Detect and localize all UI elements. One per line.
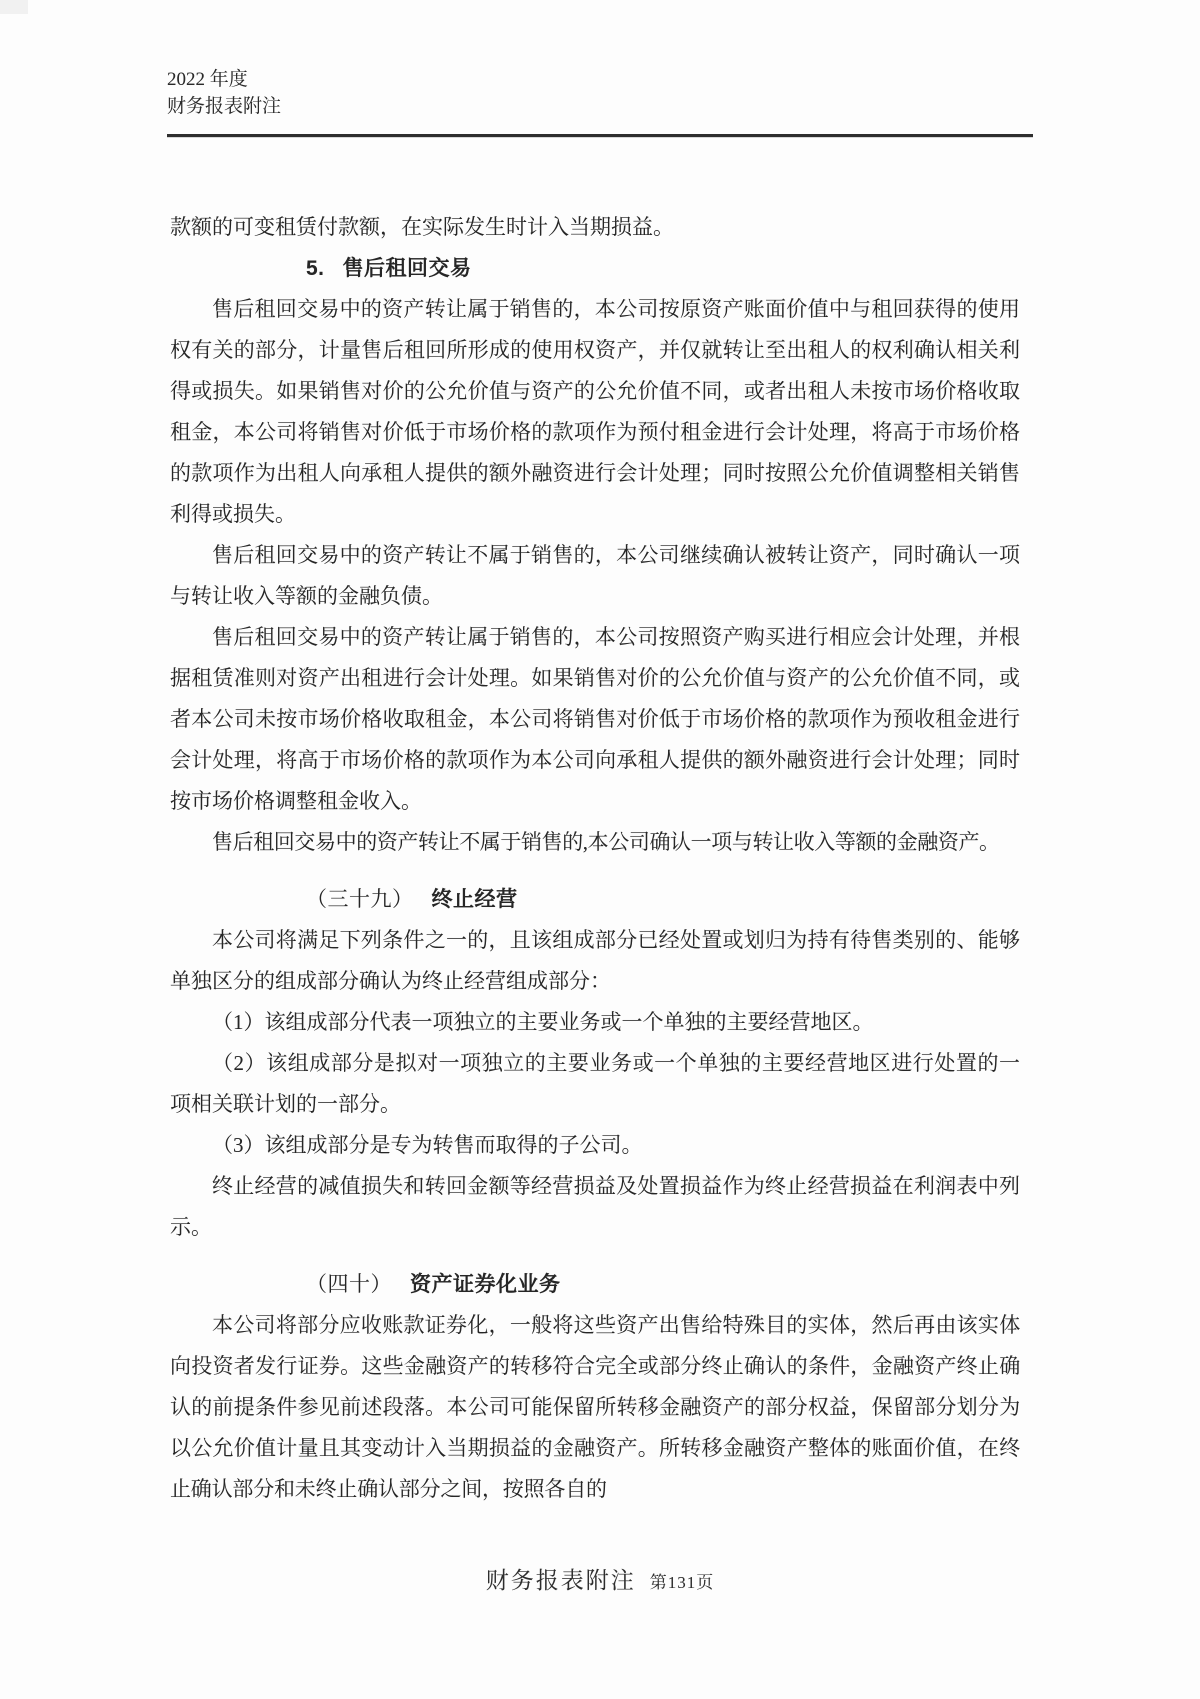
- section-39-title: 终止经营: [431, 888, 518, 911]
- paragraph-sale-leaseback-2: 售后租回交易中的资产转让不属于销售的，本公司继续确认被转让资产，同时确认一项与转让收入等额的金融负债。: [170, 543, 1020, 608]
- carryover-paragraph: 款额的可变租赁付款额，在实际发生时计入当期损益。: [170, 215, 674, 239]
- section-40-number: （四十）: [306, 1272, 392, 1296]
- header-year-line: 2022 年度: [167, 69, 248, 90]
- list-item-3: （3）该组成部分是专为转售而取得的子公司。: [212, 1133, 643, 1157]
- paragraph-discontinued-intro: 本公司将满足下列条件之一的，且该组成部分已经处置或划归为持有待售类别的、能够单独区分的组成部分确认为终止经营组成部分：: [170, 928, 1020, 993]
- scan-artifact: [0, 0, 28, 14]
- paragraph-sale-leaseback-3: 售后租回交易中的资产转让属于销售的，本公司按照资产购买进行相应会计处理，并根据租赁准则对资产出租进行会计处理。如果销售对价的公允价值与资产的公允价值不同，或者本公司未按市场价格收取租金，本公司将销售对价低于市场价格的款项作为预收租金进行会计处理，将高于市场价格的款项作为本公司向承租人提供的额外融资进行会计处理；同时按市场价格调整租金收入。: [170, 625, 1020, 813]
- header-title-line: 财务报表附注: [167, 96, 282, 117]
- paragraph-sale-leaseback-1: 售后租回交易中的资产转让属于销售的，本公司按原资产账面价值中与租回获得的使用权有关的部分，计量售后租回所形成的使用权资产，并仅就转让至出租人的权利确认相关利得或损失。如果销售对价的公允价值与资产的公允价值不同，或者出租人未按市场价格收取租金，本公司将销售对价低于市场价格的款项作为预付租金进行会计处理，将高于市场价格的款项作为出租人向承租人提供的额外融资进行会计处理；同时按照公允价值调整相关销售利得或损失。: [170, 297, 1020, 526]
- section-5-number: 5.: [306, 257, 325, 280]
- list-item-1: （1）该组成部分代表一项独立的主要业务或一个单独的主要经营地区。: [212, 1010, 874, 1034]
- footer-title: 财务报表附注: [485, 1568, 636, 1593]
- section-5-title: 售后租回交易: [342, 257, 472, 280]
- header-rule: [167, 134, 1033, 137]
- page-header: [167, 66, 1033, 120]
- section-40-heading: [170, 1264, 1020, 1305]
- paragraph-discontinued-presentation: 终止经营的减值损失和转回金额等经营损益及处置损益作为终止经营损益在利润表中列示。: [170, 1174, 1020, 1239]
- section-39-number: （三十九）: [306, 887, 414, 911]
- document-body: [170, 207, 1020, 1510]
- paragraph-sale-leaseback-4: 售后租回交易中的资产转让不属于销售的,本公司确认一项与转让收入等额的金融资产。: [212, 830, 1000, 854]
- section-5-heading: [170, 248, 1020, 289]
- footer-page-number: 第131页: [649, 1573, 715, 1592]
- section-40-title: 资产证券化业务: [410, 1273, 561, 1296]
- list-item-2: （2）该组成部分是拟对一项独立的主要业务或一个单独的主要经营地区进行处置的一项相关联计划的一部分。: [170, 1051, 1020, 1116]
- paragraph-securitization: 本公司将部分应收账款证券化，一般将这些资产出售给特殊目的实体，然后再由该实体向投资者发行证券。这些金融资产的转移符合完全或部分终止确认的条件，金融资产终止确认的前提条件参见前述段落。本公司可能保留所转移金融资产的部分权益，保留部分划分为以公允价值计量且其变动计入当期损益的金融资产。所转移金融资产整体的账面价值，在终止确认部分和未终止确认部分之间，按照各自的: [170, 1313, 1020, 1501]
- section-39-heading: [170, 879, 1020, 920]
- page-footer: [0, 1562, 1200, 1595]
